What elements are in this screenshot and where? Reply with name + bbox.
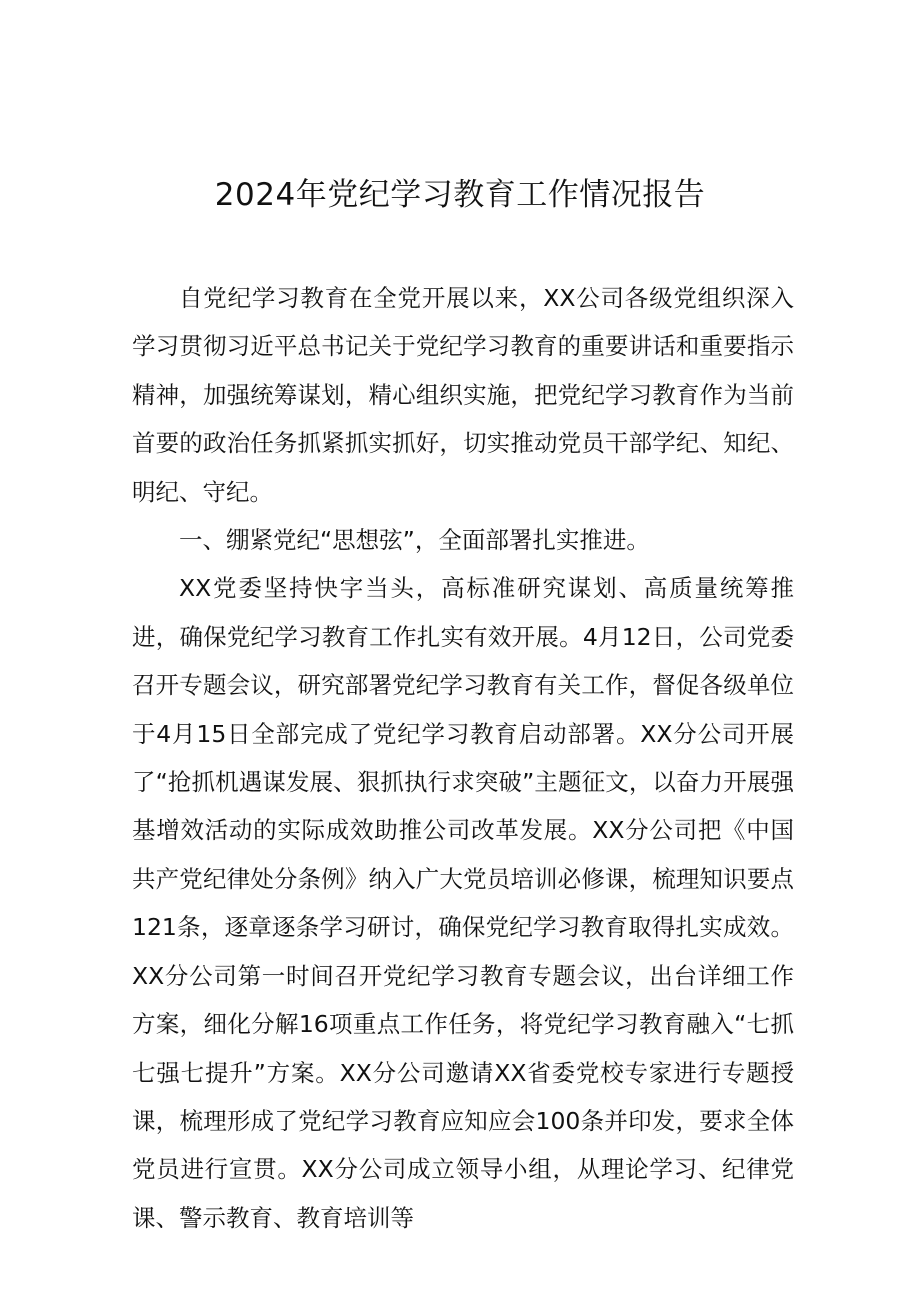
section-heading-1: 一、绷紧党纪“思想弦”，全面部署扎实推进。 (179, 526, 650, 555)
paragraph-intro: 自党纪学习教育在全党开展以来，XX公司各级党组织深入学习贯彻习近平总书记关于党纪学习教育的重要讲话和重要指示精神，加强统筹谋划，精心组织实施，把党纪学习教育作为当前首要的政治任务抓紧抓实抓好，切实推动党员干部学纪、知纪、明纪、守纪。 (132, 284, 794, 506)
document-title: 2024年党纪学习教育工作情况报告 (214, 177, 706, 213)
document-body (132, 274, 794, 1242)
paragraph-section-1: XX党委坚持快字当头，高标准研究谋划、高质量统筹推进，确保党纪学习教育工作扎实有效开展。4月12日，公司党委召开专题会议，研究部署党纪学习教育有关工作，督促各级单位于4月15日全部完成了党纪学习教育启动部署。XX分公司开展了“抢抓机遇谋发展、狠抓执行求突破”主题征文，以奋力开展强基增效活动的实际成效助推公司改革发展。XX分公司把《中国共产党纪律处分条例》纳入广大党员培训必修课，梳理知识要点121条，逐章逐条学习研讨，确保党纪学习教育取得扎实成效。XX分公司第一时间召开党纪学习教育专题会议，出台详细工作方案，细化分解16项重点工作任务，将党纪学习教育融入“七抓七强七提升”方案。XX分公司邀请XX省委党校专家进行专题授课，梳理形成了党纪学习教育应知应会100条并印发，要求全体党员进行宣贯。XX分公司成立领导小组，从理论学习、纪律党课、警示教育、教育培训等 (132, 574, 794, 1232)
